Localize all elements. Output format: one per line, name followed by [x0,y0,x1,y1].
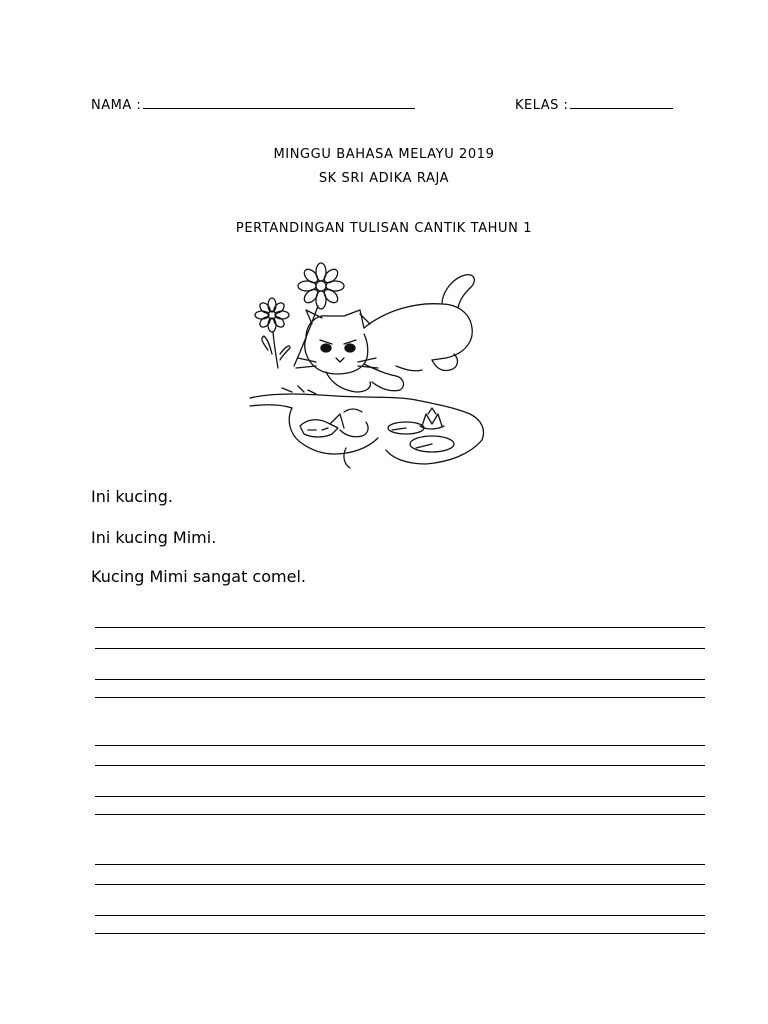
cat-illustration-icon [246,258,494,472]
class-blank-line[interactable] [570,96,673,109]
flower-large-icon [294,263,344,366]
writing-line[interactable] [95,796,705,797]
title-line-3: PERTANDINGAN TULISAN CANTIK TAHUN 1 [235,221,533,236]
water-reflection-icon [250,386,484,468]
name-blank-line[interactable] [143,96,415,109]
writing-line[interactable] [95,745,705,746]
sentence-3: Kucing Mimi sangat comel. [91,567,306,586]
writing-line[interactable] [95,627,705,628]
writing-line[interactable] [95,697,705,698]
title-line-2: SK SRI ADIKA RAJA [318,171,450,186]
writing-line[interactable] [95,884,705,885]
writing-line[interactable] [95,933,705,934]
lily-pad-icon [388,408,454,452]
sentence-2: Ini kucing Mimi. [91,528,217,547]
class-field[interactable] [515,96,673,113]
name-field[interactable] [91,96,415,113]
writing-line[interactable] [95,648,705,649]
writing-line[interactable] [95,679,705,680]
writing-line[interactable] [95,814,705,815]
title-line-1: MINGGU BAHASA MELAYU 2019 [273,147,495,162]
class-label: KELAS : [515,98,569,113]
sentence-1: Ini kucing. [91,487,173,506]
writing-line[interactable] [95,765,705,766]
name-label: NAMA : [91,98,142,113]
flower-small-icon [255,298,290,368]
writing-line[interactable] [95,864,705,865]
writing-line[interactable] [95,915,705,916]
